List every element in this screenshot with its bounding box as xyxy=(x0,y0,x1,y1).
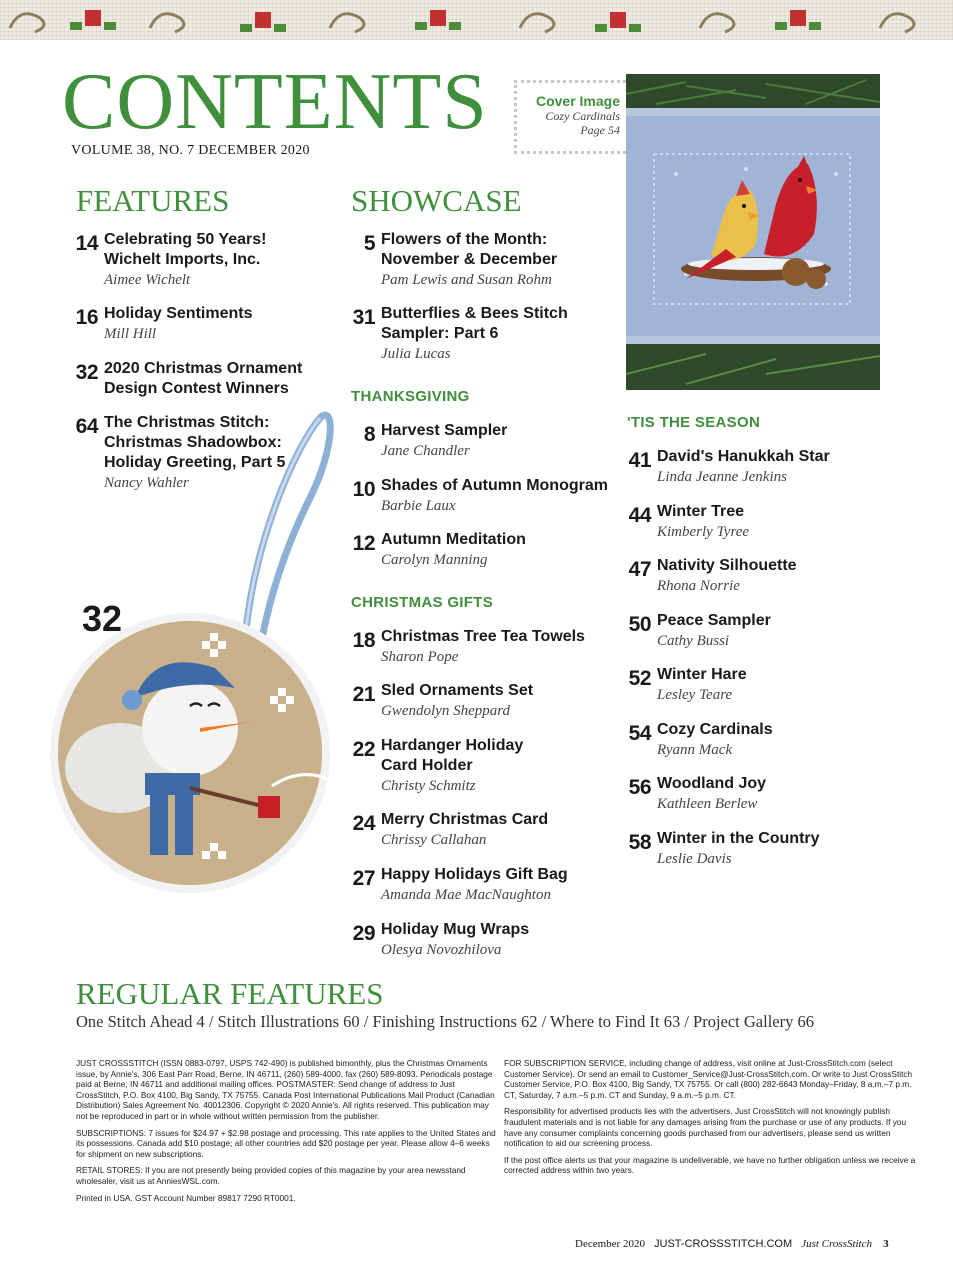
volume-line: VOLUME 38, NO. 7 DECEMBER 2020 xyxy=(71,143,310,158)
fineprint-paragraph: Responsibility for advertised products lies with the advertisers. Just CrossStitch will not knowingly publish fraudulent materials and is not liable for any damages arising from the purchase or use of any products. If you have any consumer complaints concerning goods purchased from our advertisers, please send us written notification to aid our screening process. xyxy=(504,1106,907,1149)
footer-date: December 2020 xyxy=(575,1238,645,1250)
entry-author: Lesley Teare xyxy=(657,687,733,703)
entry-page-number: 47 xyxy=(628,558,651,581)
entry-title: Autumn Meditation xyxy=(381,531,526,548)
toc-entry[interactable] xyxy=(349,421,609,461)
entry-author: Sharon Pope xyxy=(381,649,459,665)
toc-entry[interactable] xyxy=(349,530,609,570)
entry-title: Merry Christmas Card xyxy=(381,811,549,828)
entry-title: Christmas Tree Tea Towels xyxy=(381,628,585,645)
entry-author: Ryann Mack xyxy=(657,742,733,758)
entry-title: 2020 Christmas Ornament Design Contest Winners xyxy=(104,360,303,397)
entry-page-number: 16 xyxy=(75,306,98,329)
entry-title: Peace Sampler xyxy=(657,612,771,629)
entry-page-number: 64 xyxy=(75,415,98,438)
entry-page-number: 24 xyxy=(352,812,375,835)
toc-entry[interactable] xyxy=(72,230,322,290)
entry-author: Rhona Norrie xyxy=(657,578,740,594)
cover-image[interactable] xyxy=(626,74,880,390)
entry-author: Chrissy Callahan xyxy=(381,832,487,848)
entry-author: Leslie Davis xyxy=(657,851,732,867)
toc-entry[interactable] xyxy=(625,665,885,705)
entry-title: Happy Holidays Gift Bag xyxy=(381,866,568,883)
entry-author: Jane Chandler xyxy=(381,443,470,459)
cover-page: Page 54 xyxy=(580,123,620,138)
entry-title: Holiday Sentiments xyxy=(104,305,253,322)
entry-title: Hardanger Holiday Card Holder xyxy=(381,737,524,774)
entry-page-number: 31 xyxy=(352,306,375,329)
cover-name: Cozy Cardinals xyxy=(545,109,620,123)
fineprint-paragraph: Printed in USA. GST Account Number 89817 7290 RT0001. xyxy=(76,1192,296,1203)
entry-page-number: 12 xyxy=(352,532,375,555)
entry-author: Olesya Novozhilova xyxy=(381,942,502,958)
entry-title: Nativity Silhouette xyxy=(657,557,797,574)
footer-page-number: 3 xyxy=(883,1238,889,1250)
page-title: CONTENTS xyxy=(62,58,488,146)
snowman-ornament-icon xyxy=(40,388,350,928)
toc-entry[interactable] xyxy=(625,556,885,596)
toc-entry[interactable] xyxy=(349,476,609,516)
entry-page-number: 27 xyxy=(352,867,375,890)
features-heading: FEATURES xyxy=(76,183,230,218)
subscription-fineprint xyxy=(504,1058,916,1182)
entry-author: Kathleen Berlew xyxy=(657,796,758,812)
entry-title: Winter in the Country xyxy=(657,830,820,847)
entry-page-number: 10 xyxy=(352,478,375,501)
entry-page-number: 21 xyxy=(352,683,375,706)
entry-author: Barbie Laux xyxy=(381,498,456,514)
entry-page-number: 18 xyxy=(352,629,375,652)
entry-title: The Christmas Stitch: Christmas Shadowbox: Holiday Greeting, Part 5 xyxy=(104,414,286,471)
toc-entry[interactable] xyxy=(72,304,322,344)
entry-page-number: 32 xyxy=(75,361,98,384)
cover-image-label xyxy=(514,80,626,154)
toc-entry[interactable] xyxy=(349,681,609,721)
footer-magazine-name: Just CrossStitch xyxy=(801,1238,872,1250)
toc-entry[interactable] xyxy=(349,920,609,960)
fineprint-paragraph: FOR SUBSCRIPTION SERVICE, including change of address, visit online at Just-CrossStitch.com (select Customer Service). Or send an email to Customer_Service@Just-CrossStitch.com. Or write to Just CrossStitch Customer Service, P.O. Box 4100, Big Sandy, TX 75755. Or call (800) 282-6643 Monday–Friday, 8 a.m.–7 p.m. CT, Saturday, 7 a.m.–5 p.m. CT and Sunday, 9 a.m.–5 p.m. CT. xyxy=(504,1058,913,1100)
entry-author: Mill Hill xyxy=(104,326,157,342)
toc-entry[interactable] xyxy=(625,774,885,814)
toc-entry[interactable] xyxy=(625,611,885,651)
entry-author: Aimee Wichelt xyxy=(104,272,191,288)
ornament-page-number: 32 xyxy=(82,598,123,639)
entry-page-number: 22 xyxy=(352,738,375,761)
entry-author: Christy Schmitz xyxy=(381,778,476,794)
toc-entry[interactable] xyxy=(349,865,609,905)
entry-page-number: 44 xyxy=(628,504,651,527)
entry-title: Winter Hare xyxy=(657,666,747,683)
entry-title: Celebrating 50 Years! Wichelt Imports, Inc. xyxy=(104,231,267,268)
tis-the-season-heading: 'TIS THE SEASON xyxy=(627,414,761,431)
entry-title: Sled Ornaments Set xyxy=(381,682,534,699)
border-motif-icons xyxy=(0,0,953,40)
fineprint-paragraph: RETAIL STORES: If you are not presently being provided copies of this magazine by your area newsstand wholesaler, visit us at AnniesWSL.com. xyxy=(76,1165,466,1186)
entry-title: Butterflies & Bees Stitch Sampler: Part 6 xyxy=(381,305,568,342)
entry-title: Holiday Mug Wraps xyxy=(381,921,530,938)
showcase-heading: SHOWCASE xyxy=(351,183,522,218)
christmas-gifts-heading: CHRISTMAS GIFTS xyxy=(351,594,493,611)
entry-author: Julia Lucas xyxy=(381,346,451,362)
cardinals-illustration-icon xyxy=(626,74,880,390)
toc-entry[interactable] xyxy=(349,810,609,850)
entry-author: Kimberly Tyree xyxy=(657,524,750,540)
publisher-fineprint xyxy=(76,1058,496,1209)
entry-page-number: 58 xyxy=(628,831,651,854)
entry-author: Nancy Wahler xyxy=(104,475,189,491)
entry-page-number: 8 xyxy=(363,423,375,446)
toc-entry[interactable] xyxy=(349,230,609,290)
entry-title: Cozy Cardinals xyxy=(657,721,773,738)
page-footer xyxy=(575,1238,889,1250)
toc-entry[interactable] xyxy=(349,304,609,364)
entry-title: David's Hanukkah Star xyxy=(657,448,830,465)
toc-entry[interactable] xyxy=(625,447,885,487)
entry-title: Flowers of the Month: November & December xyxy=(381,231,558,268)
toc-entry[interactable] xyxy=(349,736,564,796)
cross-stitch-border xyxy=(0,0,953,40)
entry-page-number: 14 xyxy=(75,232,98,255)
entry-page-number: 29 xyxy=(352,922,375,945)
entry-title: Harvest Sampler xyxy=(381,422,508,439)
entry-page-number: 5 xyxy=(363,232,375,255)
entry-title: Winter Tree xyxy=(657,503,744,520)
entry-title: Shades of Autumn Monogram xyxy=(381,477,608,494)
thanksgiving-heading: THANKSGIVING xyxy=(351,388,470,405)
regular-features-list: One Stitch Ahead 4 / Stitch Illustrations 60 / Finishing Instructions 62 / Where to Find It 63 / Project Gallery 66 xyxy=(76,1012,814,1031)
entry-page-number: 52 xyxy=(628,667,651,690)
fineprint-paragraph: SUBSCRIPTIONS: 7 issues for $24.97 + $2.98 postage and processing. This rate applies to the United States and its possessions. Canada add $10 postage; all other countries add $20 postage per year. Please allow 4–6 weeks for shipment on new subscriptions. xyxy=(76,1127,496,1159)
fineprint-paragraph: If the post office alerts us that your magazine is undeliverable, we have no further obligation unless we receive a corrected address within two years. xyxy=(504,1154,916,1176)
toc-entry[interactable] xyxy=(625,720,885,760)
entry-author: Amanda Mae MacNaughton xyxy=(381,887,551,903)
entry-title: Woodland Joy xyxy=(657,775,767,792)
entry-author: Pam Lewis and Susan Rohm xyxy=(381,272,552,288)
entry-page-number: 54 xyxy=(628,722,651,745)
toc-entry[interactable] xyxy=(625,502,885,542)
toc-entry[interactable] xyxy=(349,627,609,667)
footer-website-link[interactable]: JUST-CROSSSTITCH.COM xyxy=(654,1238,793,1250)
entry-page-number: 41 xyxy=(628,449,651,472)
cover-label: Cover Image xyxy=(535,93,620,109)
toc-entry[interactable] xyxy=(625,829,885,869)
fineprint-paragraph: JUST CROSSSTITCH (ISSN 0883-0797, USPS 742-490) is published bimonthly, plus the Christmas Ornaments issue, by Annie's, 306 East Parr Road, Berne, IN 46711, (260) 589-4000, fax (260) 589-8093. Periodicals postage paid at Berne, IN 46711 and additional mailing offices. POSTMASTER: Send change of address to Just CrossStitch, P.O. Box 4100, Big Sandy, TX 75755. Canada Post International Publications Mail Product (Canadian Distribution) Sales Agreement No. 40012306. Copyright © 2020 Annie's. All rights reserved. This publication may not be reproduced in part or in whole without written permission from the publisher. xyxy=(76,1058,495,1121)
entry-page-number: 56 xyxy=(628,776,651,799)
regular-features-heading: REGULAR FEATURES xyxy=(76,976,384,1011)
entry-author: Carolyn Manning xyxy=(381,552,488,568)
entry-author: Linda Jeanne Jenkins xyxy=(657,469,787,485)
entry-page-number: 50 xyxy=(628,613,651,636)
entry-author: Cathy Bussi xyxy=(657,633,730,649)
entry-author: Gwendolyn Sheppard xyxy=(381,703,511,719)
